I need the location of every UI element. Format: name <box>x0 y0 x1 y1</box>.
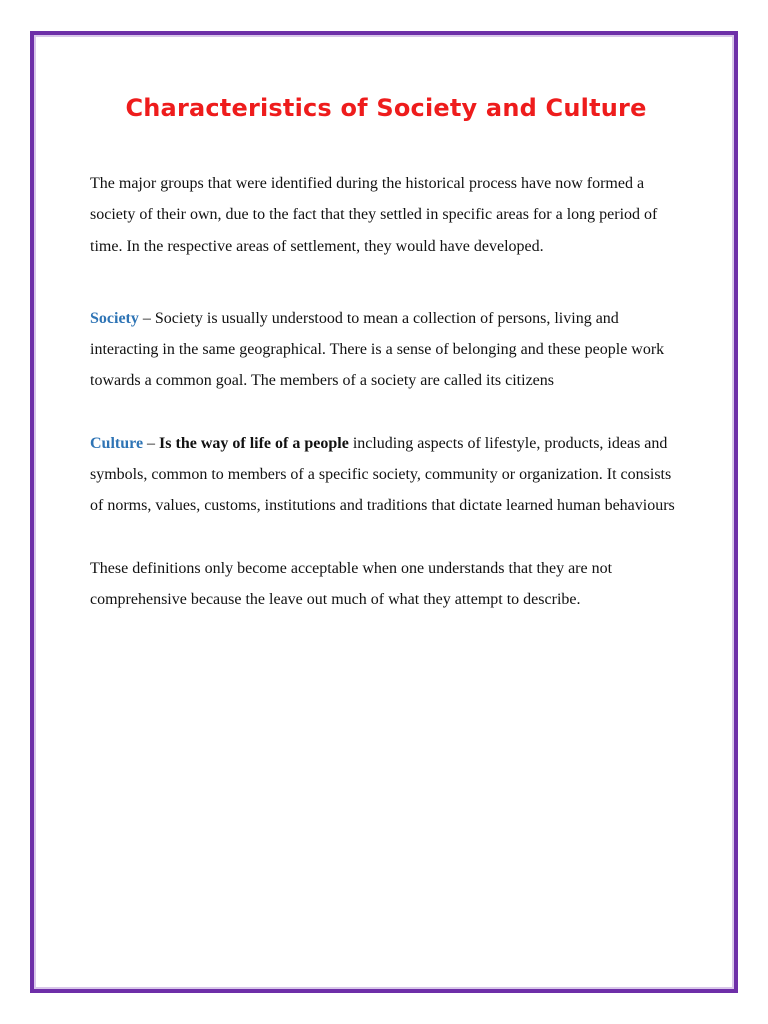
culture-paragraph <box>90 428 682 522</box>
culture-dash: – <box>143 434 160 452</box>
culture-definition: including aspects of lifestyle, products, ideas and symbols, common to members of a specific society, community or organization. It consists of norms, values, customs, institutions and traditions that dictate learned human behaviours <box>90 434 675 515</box>
society-definition: Society is usually understood to mean a collection of persons, living and interacting in the same geographical. There is a sense of belonging and these people work towards a common goal. The members of a society are called its citizens <box>90 309 665 390</box>
page-border <box>30 31 738 993</box>
society-paragraph <box>90 303 682 397</box>
society-term: Society <box>90 309 139 327</box>
society-dash: – <box>138 309 155 327</box>
culture-emphasis: Is the way of life of a people <box>159 434 349 452</box>
culture-term: Culture <box>90 434 144 452</box>
page-content <box>90 91 682 615</box>
intro-paragraph: The major groups that were identified during the historical process have now formed a society of their own, due to the fact that they settled in specific areas for a long period of time. In the respective areas of settlement, they would have developed. <box>90 175 658 255</box>
closing-paragraph: These definitions only become acceptable when one understands that they are not comprehensive because the leave out much of what they attempt to describe. <box>90 559 613 608</box>
document-title: Characteristics of Society and Culture <box>125 94 647 122</box>
